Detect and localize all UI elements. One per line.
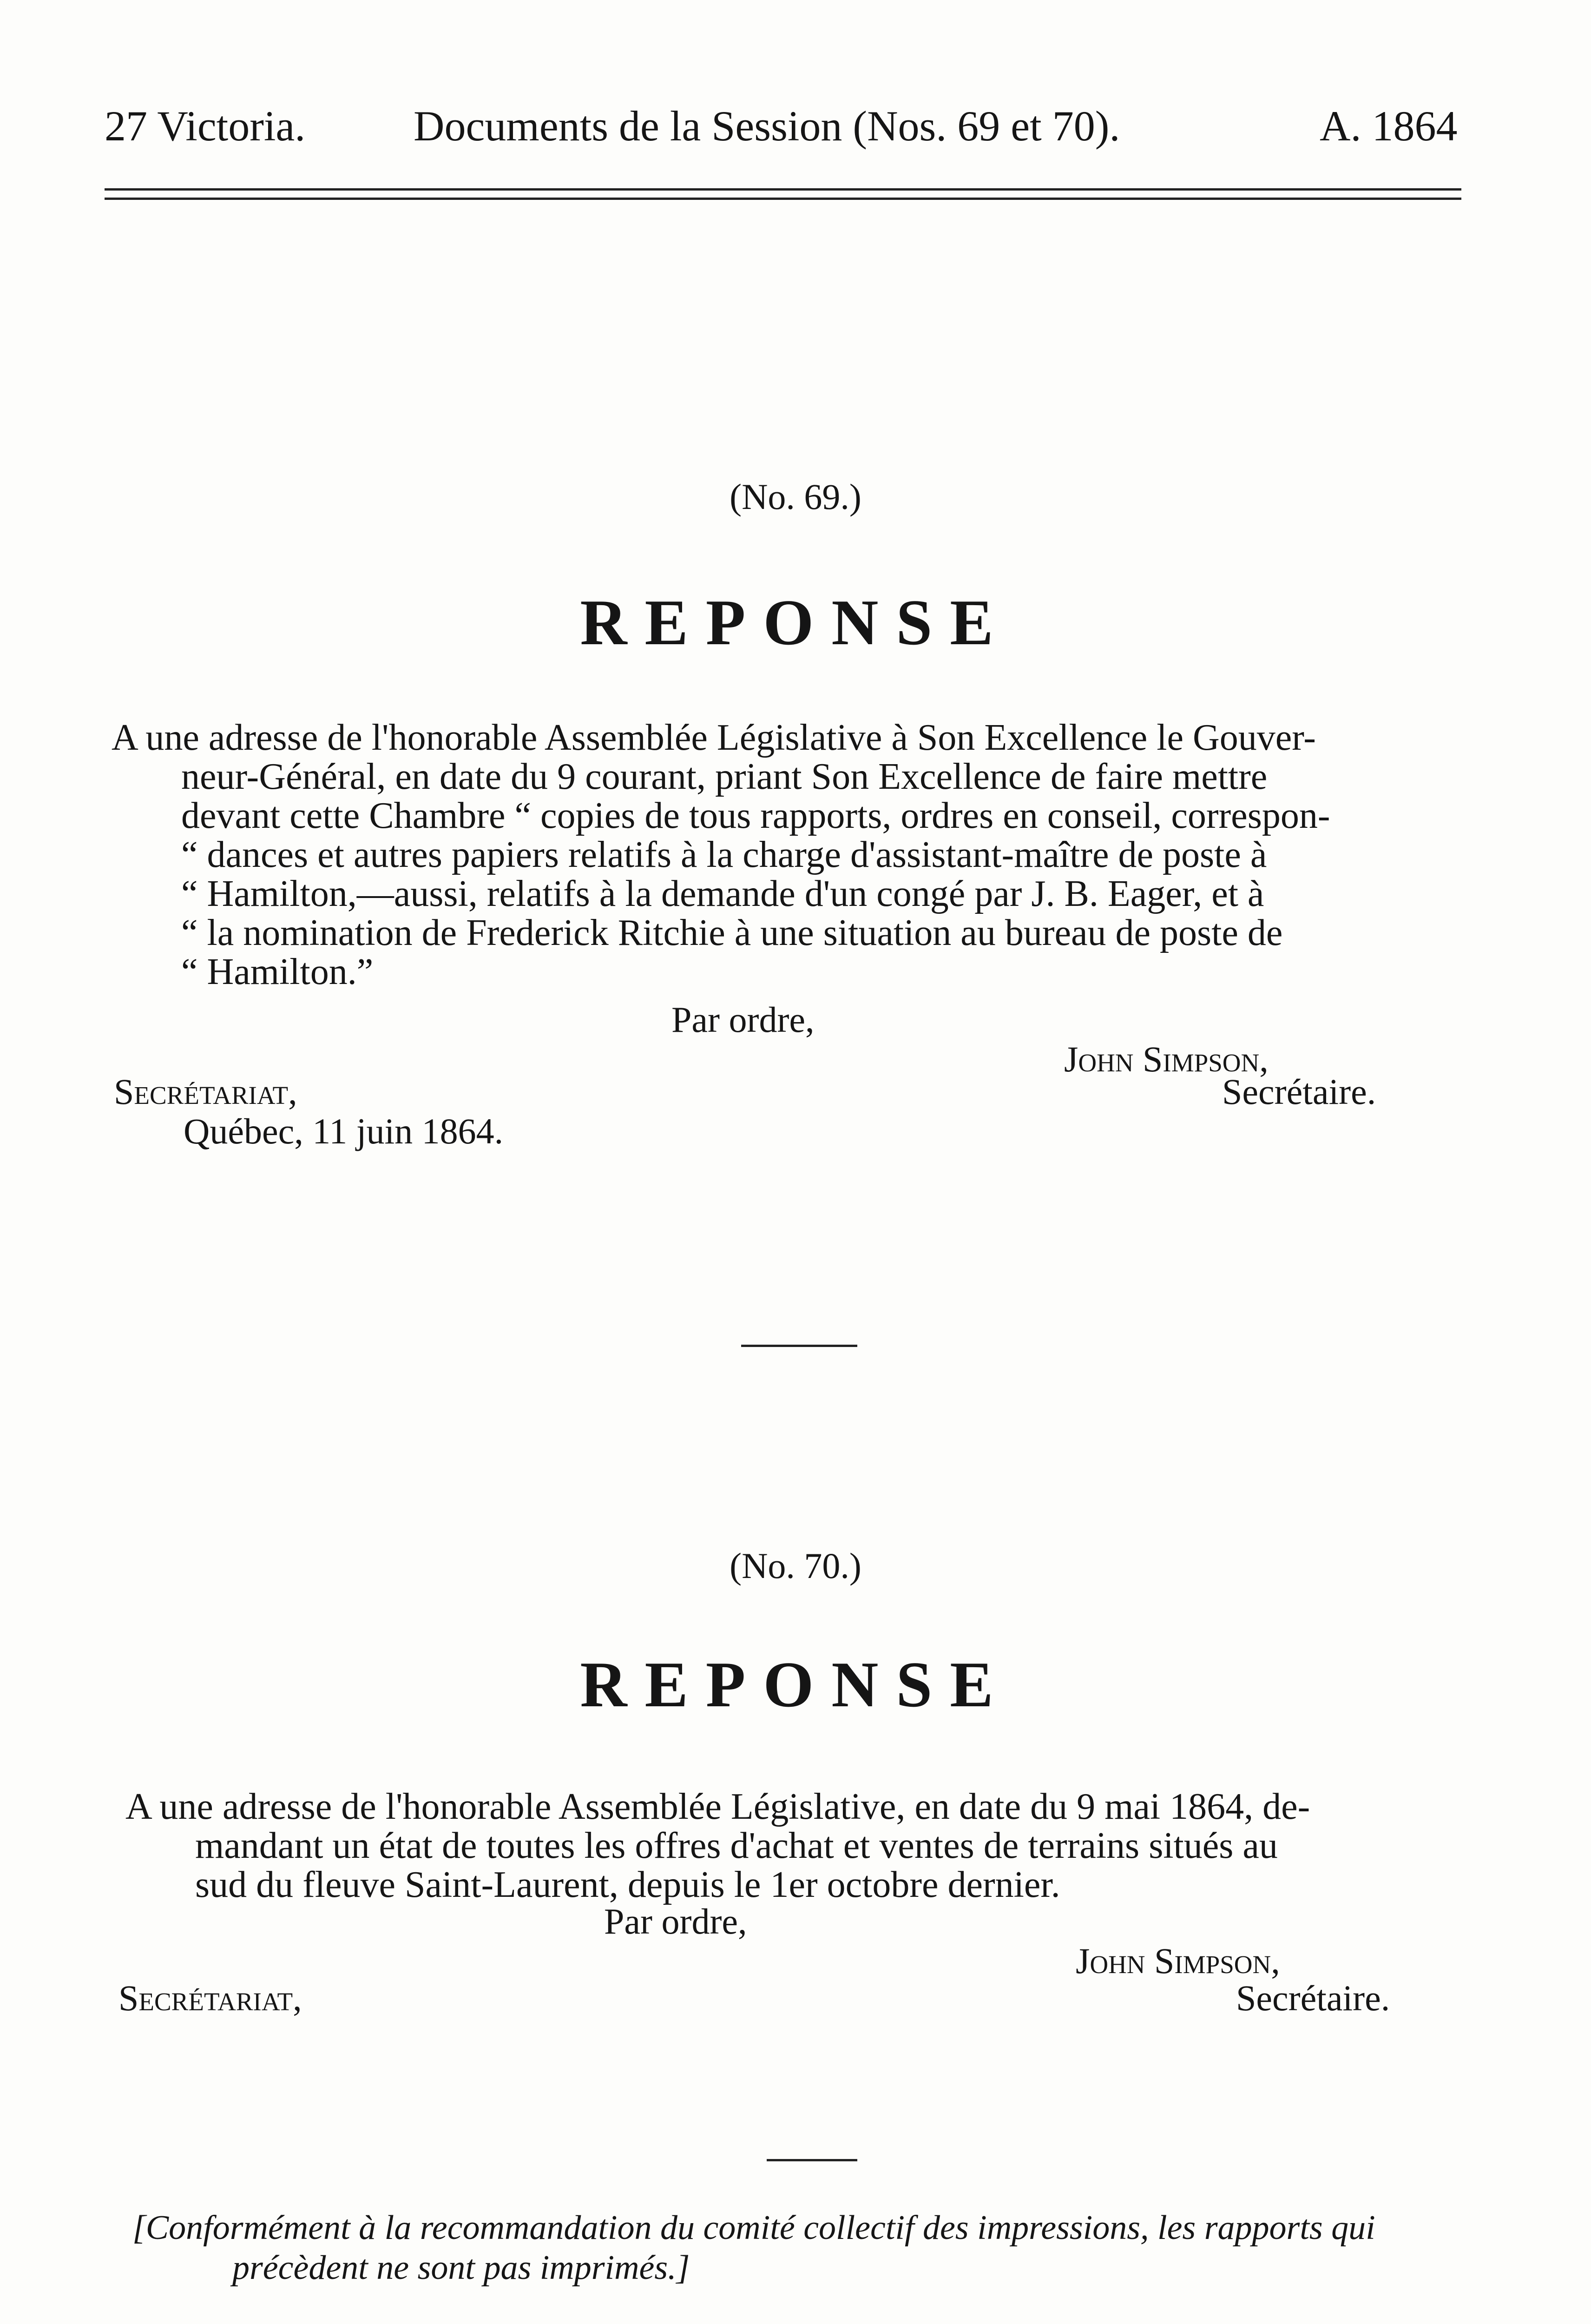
- section-divider: [741, 1345, 857, 1347]
- footnote-line-2: précèdent ne sont pas imprimés.]: [232, 2249, 690, 2287]
- header-year: A. 1864: [1320, 102, 1458, 150]
- doc70-office: Secrétariat,: [118, 1978, 302, 2018]
- doc69-line-3: devant cette Chambre “ copies de tous rapports, ordres en conseil, correspon-: [181, 795, 1330, 836]
- doc70-body: [125, 1787, 1496, 1904]
- header-rule-bottom: [105, 198, 1461, 200]
- doc70-par-ordre: Par ordre,: [604, 1901, 747, 1941]
- doc69-place-date: Québec, 11 juin 1864.: [184, 1111, 504, 1151]
- doc69-par-ordre: Par ordre,: [671, 999, 815, 1040]
- doc69-signer-title: Secrétaire.: [1222, 1071, 1376, 1112]
- doc70-line-2: mandant un état de toutes les offres d'achat et ventes de terrains situés au: [195, 1825, 1278, 1866]
- doc70-line-1: A une adresse de l'honorable Assemblée Législative, en date du 9 mai 1864, de-: [125, 1786, 1310, 1827]
- footer-divider: [767, 2159, 857, 2161]
- doc69-line-2: neur-Général, en date du 9 courant, priant Son Excellence de faire mettre: [181, 756, 1268, 797]
- doc69-office: Secrétariat,: [114, 1071, 297, 1112]
- doc69-line-5: “ Hamilton,—aussi, relatifs à la demande d'un congé par J. B. Eager, et à: [181, 873, 1264, 914]
- header-volume: 27 Victoria.: [105, 102, 306, 150]
- doc70-number: (No. 70.): [730, 1545, 861, 1586]
- doc69-number: (No. 69.): [730, 476, 861, 517]
- doc70-title: REPONSE: [580, 1649, 1011, 1721]
- header-title: Documents de la Session (Nos. 69 et 70).: [414, 102, 1120, 150]
- doc69-line-6: “ la nomination de Frederick Ritchie à une situation au bureau de poste de: [181, 912, 1283, 953]
- doc69-line-7: “ Hamilton.”: [181, 951, 374, 992]
- doc69-body: [112, 718, 1482, 991]
- footnote-line-1: [Conformément à la recommandation du comité collectif des impressions, les rapports qui: [132, 2209, 1375, 2247]
- doc70-line-3: sud du fleuve Saint-Laurent, depuis le 1er octobre dernier.: [195, 1864, 1060, 1905]
- doc69-title: REPONSE: [580, 587, 1011, 659]
- doc70-signer: John Simpson,: [1076, 1941, 1280, 1981]
- doc69-line-1: A une adresse de l'honorable Assemblée Législative à Son Excellence le Gouver-: [112, 717, 1316, 758]
- doc69-line-4: “ dances et autres papiers relatifs à la charge d'assistant-maître de poste à: [181, 834, 1267, 875]
- header-rule-top: [105, 188, 1461, 191]
- doc69-signer: John Simpson,: [1064, 1039, 1269, 1079]
- doc70-signer-title: Secrétaire.: [1236, 1978, 1390, 2018]
